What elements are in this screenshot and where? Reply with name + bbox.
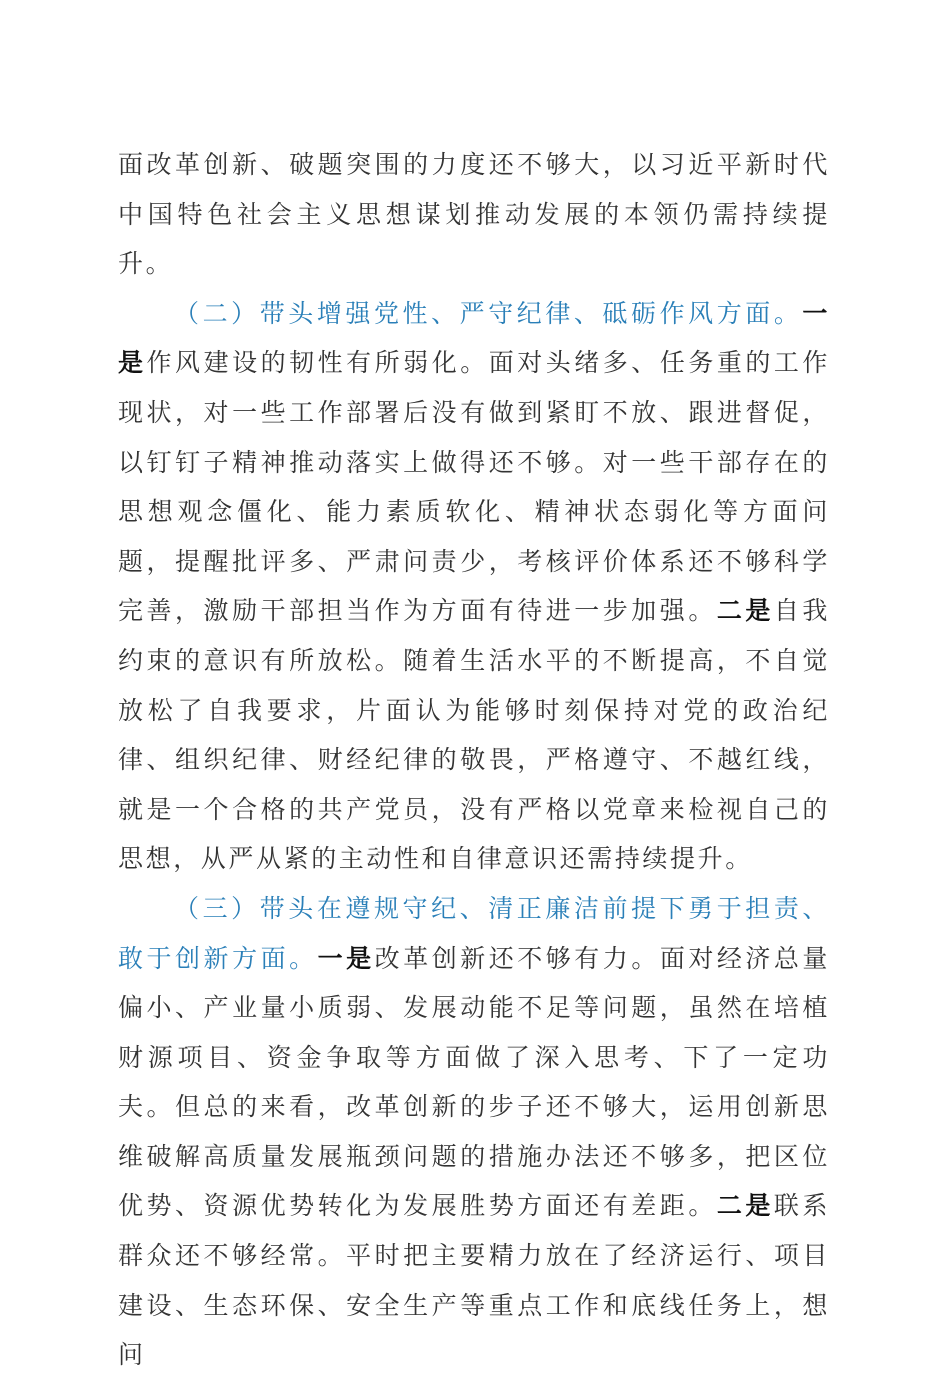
document-body <box>118 140 830 1380</box>
item-marker: 二是 <box>716 1191 774 1221</box>
paragraph-text: 自我约束的意识有所放松。随着生活水平的不断提高，不自觉放松了自我要求，片面认为能够时刻保持对党的政治纪律、组织纪律、财经纪律的敬畏，严格遵守、不越红线，就是一个合格的共产党员，没有严格以党章来检视自己的思想，从严从紧的主动性和自律意识还需持续提升。 <box>118 596 831 874</box>
section-heading: （三）带头在遵规守纪、清正廉洁前提下勇于担责、敢于创新方面。 <box>118 893 830 973</box>
item-marker: 一是 <box>118 298 830 378</box>
paragraph-text: 面改革创新、破题突围的力度还不够大，以习近平新时代中国特色社会主义思想谋划推动发展的本领仍需持续提升。 <box>118 150 830 279</box>
paragraph-text: 作风建设的韧性有所弱化。面对头绪多、任务重的工作现状，对一些工作部署后没有做到紧盯不放、跟进督促，以钉钉子精神推动落实上做得还不够。对一些干部存在的思想观念僵化、能力素质软化、精神状态弱化等方面问题，提醒批评多、严肃问责少，考核评价体系还不够科学完善，激励干部担当作为方面有待进一步加强。 <box>118 348 831 626</box>
section-heading: （二）带头增强党性、严守纪律、砥砺作风方面。 <box>174 298 803 328</box>
item-marker: 二是 <box>716 596 774 626</box>
paragraph-text: 改革创新还不够有力。面对经济总量偏小、产业量小质弱、发展动能不足等问题，虽然在培植财源项目、资金争取等方面做了深入思考、下了一定功夫。但总的来看，改革创新的步子还不够大，运用创新思维破解高质量发展瓶颈问题的措施办法还不够多，把区位优势、资源优势转化为发展胜势方面还有差距。 <box>118 943 831 1221</box>
paragraph-text: 联系群众还不够经常。平时把主要精力放在了经济运行、项目建设、生态环保、安全生产等重点工作和底线任务上，想问 <box>118 1191 831 1370</box>
item-marker: 一是 <box>317 943 375 973</box>
paragraph-continuation <box>118 140 830 289</box>
paragraph-section-two <box>118 289 830 884</box>
paragraph-section-three <box>118 884 830 1380</box>
